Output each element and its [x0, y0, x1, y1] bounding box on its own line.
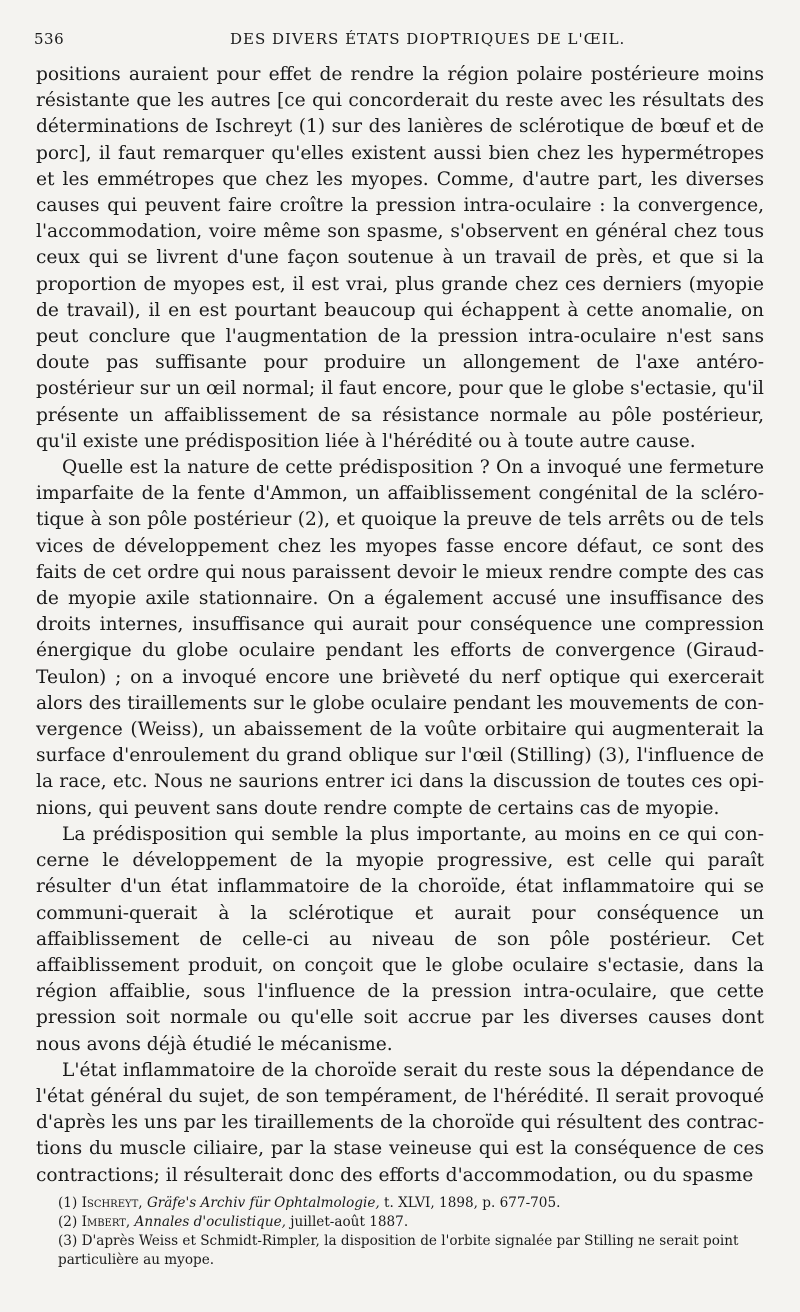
paragraph-2: Quelle est la nature de cette prédisposition ? On a invoqué une fermeture imparfaite de la fente d'Ammon, un affaiblissement congénital de la scléro-tique à son pôle postérieur (2), et quoique la preuve de tels arrêts ou de tels vices de développement chez les myopes fasse encore défaut, ce sont des faits de cet ordre qui nous paraissent devoir le mieux rendre compte des cas de myopie axile stationnaire. On a également accusé une insuffisance des droits internes, insuffisance qui aurait pour conséquence une compression énergique du globe oculaire pendant les efforts de convergence (Giraud-Teulon) ; on a invoqué encore une brièveté du nerf optique qui exercerait alors des tiraillements sur le globe oculaire pendant les mouvements de con-vergence (Weiss), un abaissement de la voûte orbitaire qui augmenterait la surface d'enroulement du grand oblique sur l'œil (Stilling) (3), l'influence de la race, etc. Nous ne saurions entrer ici dans la discussion de toutes ces opi-nions, qui peuvent sans doute rendre compte de certains cas de myopie.: [36, 457, 764, 819]
footnote-number: (2): [58, 1214, 78, 1230]
footnote-3: [36, 1232, 766, 1270]
footnote-author: Imbert,: [81, 1214, 131, 1230]
footnote-ref: juillet-août 1887.: [290, 1214, 409, 1230]
running-header: [34, 30, 766, 52]
paragraph-3: La prédisposition qui semble la plus importante, au moins en ce qui con-cerne le développement de la myopie progressive, est celle qui paraît résulter d'un état inflammatoire de la choroïde, état inflammatoire qui se communi-querait à la sclérotique et aurait pour conséquence un affaiblissement de celle-ci au niveau de son pôle postérieur. Cet affaiblissement produit, on conçoit que le globe oculaire s'ectasie, dans la région affaiblie, sous l'influence de la pression intra-oculaire, que cette pression soit normale ou qu'elle soit accrue par les diverses causes dont nous avons déjà étudié le mécanisme.: [36, 823, 764, 1055]
footnote-title: Gräfe's Archiv für Ophtalmologie,: [146, 1195, 380, 1211]
footnote-text: D'après Weiss et Schmidt-Rimpler, la disposition de l'orbite signalée par Stilling ne serait point particulière au myope.: [58, 1233, 739, 1268]
paragraph-1: positions auraient pour effet de rendre la région polaire postérieure moins résistante que les autres [ce qui concorderait du reste avec les résultats des déterminations de Ischreyt (1) sur des lanières de sclérotique de bœuf et de porc], il faut remarquer qu'elles existent aussi bien chez les hypermétropes et les emmétropes que chez les myopes. Comme, d'autre part, les diverses causes qui peuvent faire croître la pression intra-oculaire : la convergence, l'accommodation, voire même son spasme, s'observent en général chez tous ceux qui se livrent d'une façon soutenue à un travail de près, et que si la proportion de myopes est, il est vrai, plus grande chez ces derniers (myopie de travail), il en est pourtant beaucoup qui échappent à cette anomalie, on peut conclure que l'augmentation de la pression intra-oculaire n'est sans doute pas suffisante pour produire un allongement de l'axe antéro-postérieur sur un œil normal; il faut encore, pour que le globe s'ectasie, qu'il présente un affaiblissement de sa résistance normale au pôle postérieur, qu'il existe une prédisposition liée à l'hérédité ou à toute autre cause.: [36, 64, 764, 452]
page-number: 536: [34, 30, 65, 48]
footnote-1: [36, 1194, 766, 1213]
footnote-number: (1): [58, 1195, 78, 1211]
footnote-ref: t. XLVI, 1898, p. 677-705.: [384, 1195, 561, 1211]
body-text: [36, 62, 764, 1189]
footnotes: [36, 1194, 766, 1270]
footnote-title: Annales d'oculistique,: [134, 1214, 286, 1230]
footnote-number: (3): [58, 1233, 78, 1249]
running-title: DES DIVERS ÉTATS DIOPTRIQUES DE L'ŒIL.: [230, 30, 626, 48]
footnote-2: [36, 1213, 766, 1232]
footnote-author: Ischreyt,: [81, 1195, 143, 1211]
paragraph-4: L'état inflammatoire de la choroïde serait du reste sous la dépendance de l'état général du sujet, de son tempérament, de l'hérédité. Il serait provoqué d'après les uns par les tiraillements de la choroïde qui résultent des contrac-tions du muscle ciliaire, par la stase veineuse qui est la conséquence de ces contractions; il résulterait donc des efforts d'accommodation, ou du spasme: [36, 1059, 764, 1186]
